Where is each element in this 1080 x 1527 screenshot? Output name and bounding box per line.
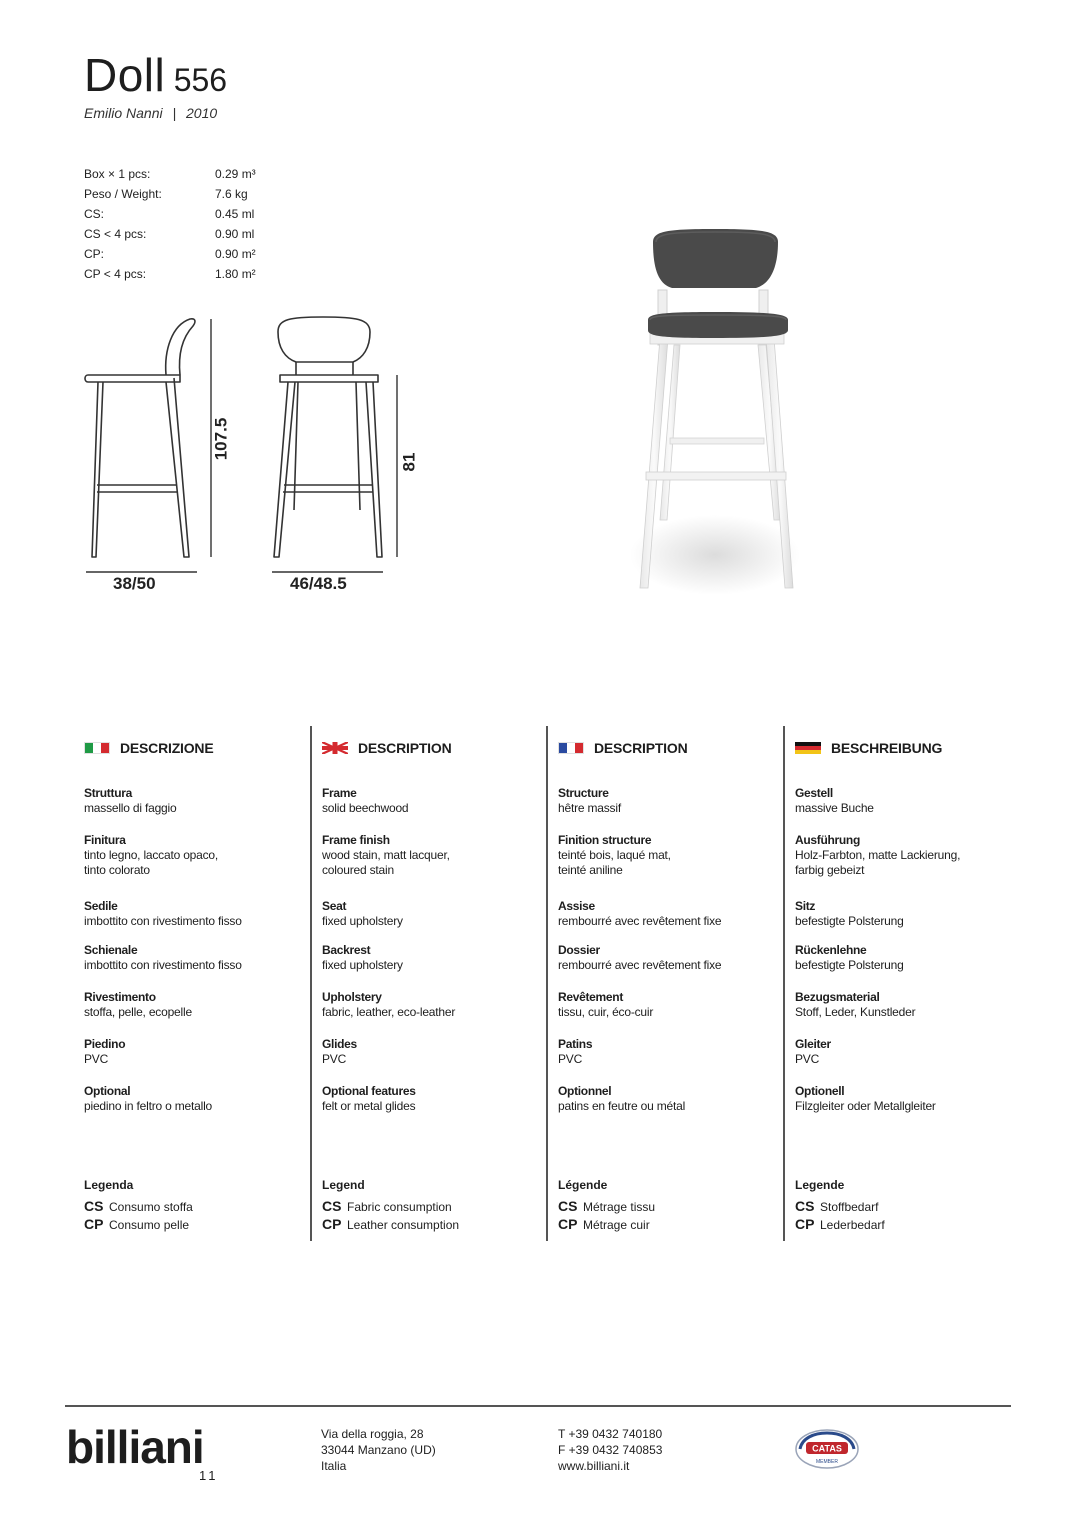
spec-table [84, 164, 284, 284]
legend-row: CP Consumo pelle [84, 1216, 190, 1232]
front-width-label: 46/48.5 [290, 574, 347, 593]
product-name: Doll [84, 49, 166, 101]
spec-item: Bezugsmaterial Stoff, Leder, Kunstleder [795, 990, 916, 1019]
address-line: 33044 Manzano (UD) [321, 1443, 436, 1457]
heading-text: DESCRIZIONE [120, 740, 214, 756]
front-view-drawing [268, 310, 413, 575]
spec-value: 0.45 ml [215, 207, 255, 221]
spec-value: 0.90 ml [215, 227, 255, 241]
spec-item: Optionell Filzgleiter oder Metallgleiter [795, 1084, 936, 1113]
italy-flag-icon [84, 742, 110, 754]
spec-item: Patins PVC [558, 1037, 593, 1066]
catas-member-badge-icon [794, 1428, 860, 1470]
spec-item: Sedile imbottito con rivestimento fisso [84, 899, 242, 928]
spec-value: 0.90 m² [215, 247, 256, 261]
address-line: Via della roggia, 28 [321, 1427, 424, 1441]
spec-row [84, 224, 284, 244]
spec-item: Piedino PVC [84, 1037, 126, 1066]
legend-row: CS Consumo stoffa [84, 1198, 193, 1214]
spec-item: Dossier rembourré avec revêtement fixe [558, 943, 722, 972]
spec-item: Optional features felt or metal glides [322, 1084, 416, 1113]
column-italian [74, 726, 310, 1241]
legend-row: CP Métrage cuir [558, 1216, 650, 1232]
legend-row: CS Métrage tissu [558, 1198, 656, 1214]
spec-item: Upholstery fabric, leather, eco-leather [322, 990, 456, 1019]
spec-item: Rückenlehne befestigte Polsterung [795, 943, 904, 972]
spec-item: Struttura massello di faggio [84, 786, 177, 815]
spec-row [84, 164, 284, 184]
legend-title: Légende [558, 1178, 608, 1192]
spec-value: 1.80 m² [215, 267, 256, 281]
spec-item: Ausführung Holz-Farbton, matte Lackierung, farbig gebeizt [795, 833, 961, 877]
legend-row: CS Fabric consumption [322, 1198, 452, 1214]
spec-item: Finition structure teinté bois, laqué mat, teinté aniline [558, 833, 671, 877]
column-heading [322, 740, 451, 756]
legend-row: CS Stoffbedarf [795, 1198, 879, 1214]
spec-item: Revêtement tissu, cuir, éco-cuir [558, 990, 654, 1019]
heading-text: BESCHREIBUNG [831, 740, 943, 756]
column-heading [84, 740, 213, 756]
product-image [620, 220, 820, 600]
footer-divider [65, 1405, 1011, 1407]
legend-title: Legend [322, 1178, 365, 1192]
spec-item: Seat fixed upholstery [322, 899, 403, 928]
heading-text: DESCRIPTION [358, 740, 452, 756]
column-english [310, 726, 546, 1241]
spec-item: Glides PVC [322, 1037, 357, 1066]
spec-label: CP < 4 pcs: [84, 267, 147, 281]
spec-row [84, 184, 284, 204]
spec-label: CS: [84, 207, 105, 221]
brand-logo: billiani [66, 1421, 204, 1473]
legend-title: Legenda [84, 1178, 134, 1192]
spec-item: Gleiter PVC [795, 1037, 831, 1066]
spec-item: Frame finish wood stain, matt lacquer, coloured stain [322, 833, 450, 877]
website-link[interactable]: www.billiani.it [558, 1459, 630, 1473]
front-height-label: 81 [399, 452, 419, 472]
uk-flag-icon [322, 742, 348, 754]
design-year: 2010 [186, 105, 218, 121]
spec-item: Frame solid beechwood [322, 786, 409, 815]
column-german [783, 726, 1019, 1241]
designer-separator: | [172, 105, 177, 121]
spec-row [84, 264, 284, 284]
spec-item: Gestell massive Buche [795, 786, 874, 815]
legend-row: CP Leather consumption [322, 1216, 460, 1232]
legend-title: Legende [795, 1178, 845, 1192]
column-heading [795, 740, 942, 756]
legend-row: CP Lederbedarf [795, 1216, 885, 1232]
address-line: Italia [321, 1459, 347, 1473]
spec-value: 0.29 m³ [215, 167, 256, 181]
spec-item: Optional piedino in feltro o metallo [84, 1084, 213, 1113]
designer-line [84, 105, 217, 121]
germany-flag-icon [795, 742, 821, 754]
france-flag-icon [558, 742, 584, 754]
spec-item: Structure hêtre massif [558, 786, 621, 815]
badge-subtext: MEMBER [816, 1459, 838, 1465]
spec-item: Rivestimento stoffa, pelle, ecopelle [84, 990, 192, 1019]
column-heading [558, 740, 687, 756]
column-french [546, 726, 782, 1241]
heading-text: DESCRIPTION [594, 740, 688, 756]
spec-row [84, 204, 284, 224]
spec-label: CP: [84, 247, 105, 261]
spec-item: Optionnel patins en feutre ou métal [558, 1084, 686, 1113]
spec-label: CS < 4 pcs: [84, 227, 147, 241]
spec-row [84, 244, 284, 264]
spec-item: Finitura tinto legno, laccato opaco, tinto colorato [84, 833, 219, 877]
footer-address [321, 1426, 436, 1474]
spec-label: Box × 1 pcs: [84, 167, 151, 181]
fax-number: F +39 0432 740853 [558, 1443, 663, 1457]
spec-label: Peso / Weight: [84, 187, 162, 201]
phone-number: T +39 0432 740180 [558, 1427, 663, 1441]
designer-name: Emilio Nanni [84, 105, 163, 121]
product-code: 556 [173, 62, 228, 98]
spec-item: Backrest fixed upholstery [322, 943, 403, 972]
badge-text: CATAS [812, 1443, 842, 1454]
spec-value: 7.6 kg [215, 187, 248, 201]
product-title [84, 48, 227, 102]
side-height-label: 107.5 [211, 417, 231, 461]
spec-item: Assise rembourré avec revêtement fixe [558, 899, 722, 928]
page-number: 11 [199, 1468, 219, 1483]
spec-item: Schienale imbottito con rivestimento fisso [84, 943, 242, 972]
spec-item: Sitz befestigte Polsterung [795, 899, 904, 928]
side-width-label: 38/50 [113, 574, 156, 593]
footer-contact [558, 1426, 662, 1474]
